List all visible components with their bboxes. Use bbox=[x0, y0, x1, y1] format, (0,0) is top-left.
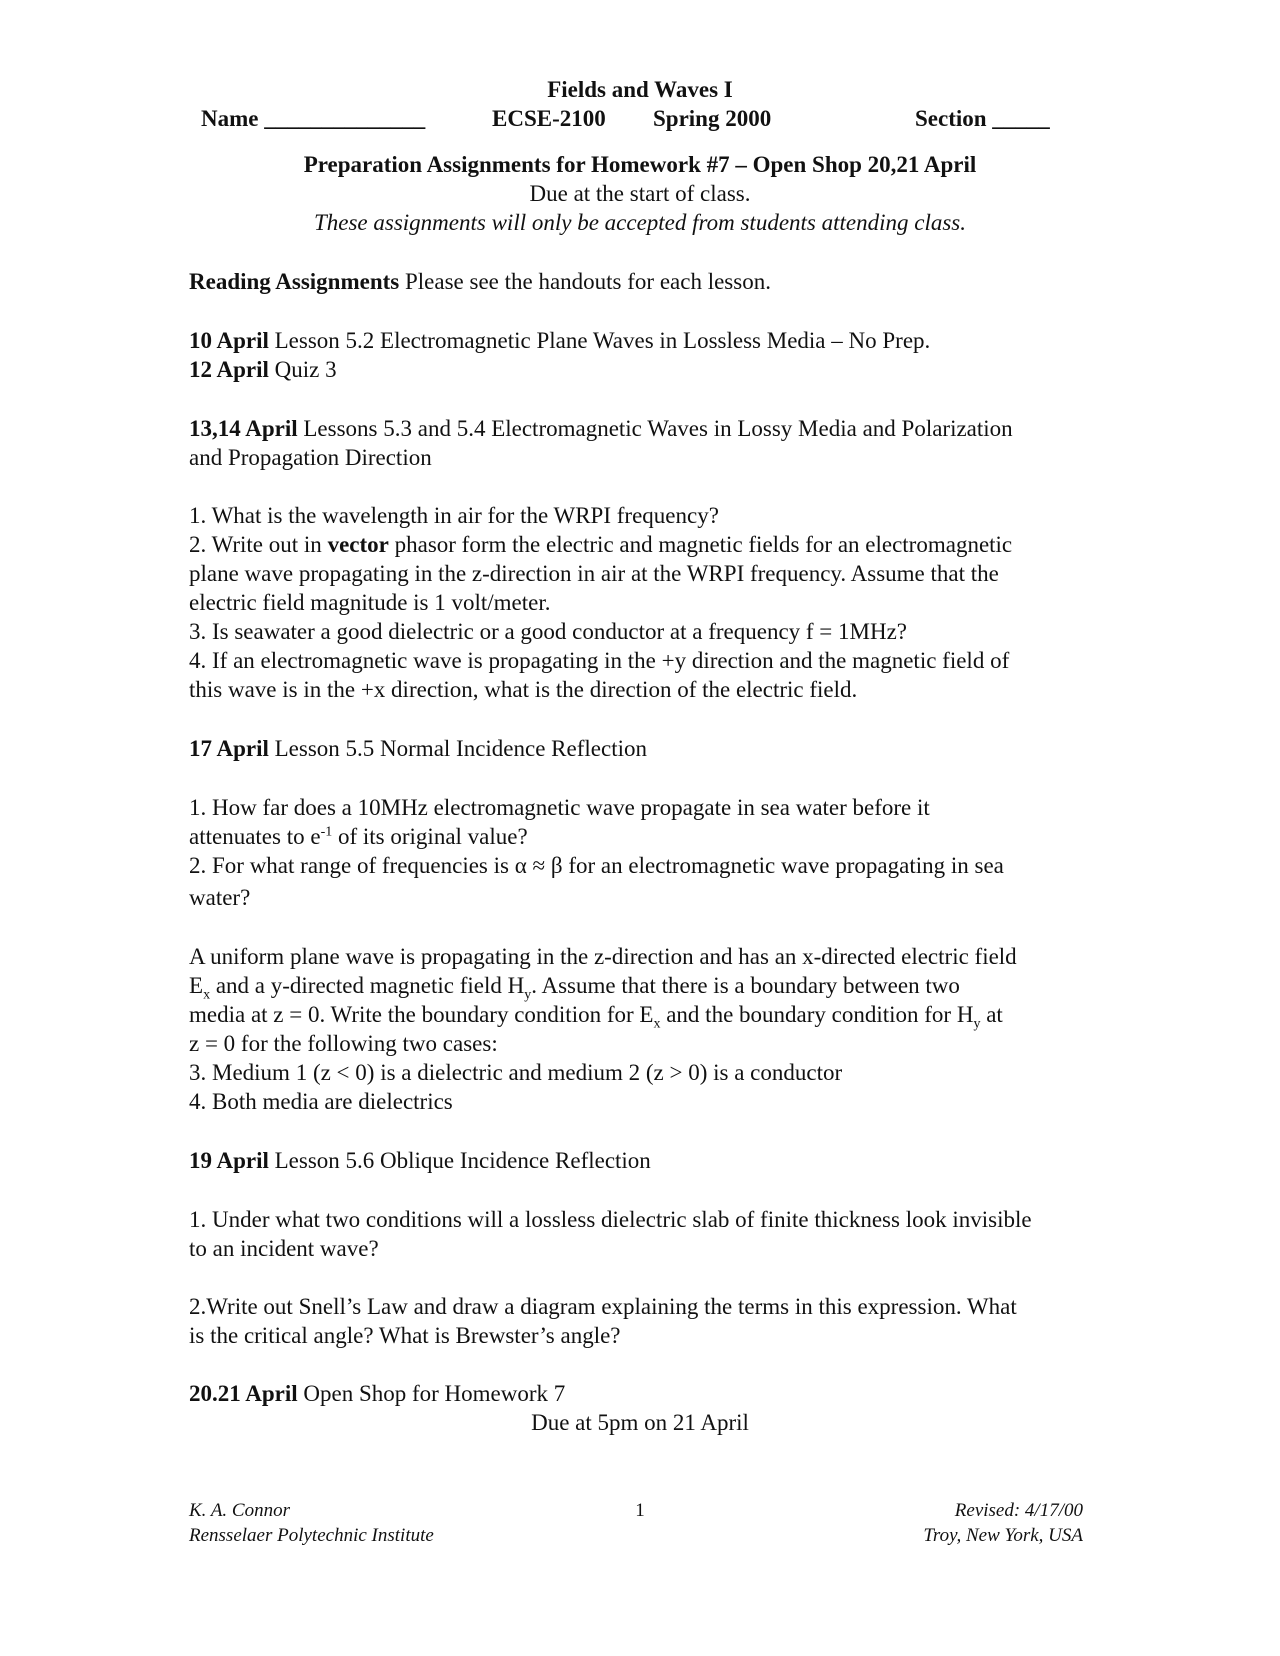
question-13-2 bbox=[189, 530, 1012, 559]
entry-13-14-april-cont: and Propagation Direction bbox=[189, 445, 432, 470]
entry-text: Lesson 5.5 Normal Incidence Reflection bbox=[268, 736, 647, 761]
subscript: x bbox=[203, 987, 211, 1003]
p3-b: and the boundary condition for H bbox=[660, 1002, 974, 1027]
entry-date: 20.21 April bbox=[189, 1381, 298, 1406]
entry-date: 12 April bbox=[189, 357, 269, 382]
question-19-1-cont: to an incident wave? bbox=[189, 1236, 379, 1261]
paragraph-line-4: z = 0 for the following two cases: bbox=[189, 1031, 498, 1056]
question-13-2-cont2: electric field magnitude is 1 volt/meter. bbox=[189, 590, 551, 615]
p2-b: and a y-directed magnetic field H bbox=[210, 973, 525, 998]
q2-post: phasor form the electric and magnetic fields for an electromagnetic bbox=[388, 532, 1013, 557]
question-13-4-cont: this wave is in the +x direction, what is the direction of the electric field. bbox=[189, 677, 858, 702]
entry-date: 10 April bbox=[189, 328, 269, 353]
question-13-1: 1. What is the wavelength in air for the WRPI frequency? bbox=[189, 503, 719, 528]
question-17-4: 4. Both media are dielectrics bbox=[189, 1089, 453, 1114]
name-field-label: Name ______________ bbox=[201, 106, 426, 131]
p2-c: . Assume that there is a boundary between two bbox=[531, 973, 960, 998]
entry-10-april bbox=[189, 326, 930, 355]
paragraph-line-2 bbox=[189, 971, 960, 1003]
q2-bold: vector bbox=[327, 532, 389, 557]
attendance-note: These assignments will only be accepted from students attending class. bbox=[313, 210, 967, 235]
subscript: y bbox=[973, 1016, 981, 1032]
footer-location: Troy, New York, USA bbox=[923, 1525, 1083, 1546]
q1b-pre: attenuates to e bbox=[189, 824, 321, 849]
paragraph-line-1: A uniform plane wave is propagating in the z-direction and has an x-directed electric field bbox=[189, 944, 1017, 969]
p2-a: E bbox=[189, 973, 204, 998]
entry-17-april bbox=[189, 734, 647, 763]
footer-author: K. A. Connor bbox=[189, 1500, 291, 1521]
reading-label: Reading Assignments bbox=[189, 269, 400, 294]
reading-text: Please see the handouts for each lesson. bbox=[399, 269, 771, 294]
question-17-1-cont bbox=[189, 822, 528, 851]
entry-19-april bbox=[189, 1146, 651, 1175]
entry-text: Lessons 5.3 and 5.4 Electromagnetic Waves in Lossy Media and Polarization bbox=[297, 416, 1013, 441]
semester: Spring 2000 bbox=[653, 106, 772, 131]
assignment-title: Preparation Assignments for Homework #7 – Open Shop 20,21 April bbox=[303, 152, 977, 177]
question-19-2: 2.Write out Snell’s Law and draw a diagram explaining the terms in this expression. What bbox=[189, 1294, 1017, 1319]
course-code: ECSE-2100 bbox=[492, 106, 606, 131]
page-number: 1 bbox=[635, 1500, 645, 1521]
entry-date: 17 April bbox=[189, 736, 269, 761]
entry-13-14-april bbox=[189, 414, 1013, 443]
entry-date: 13,14 April bbox=[189, 416, 298, 441]
exponent: -1 bbox=[320, 824, 333, 840]
p3-c: at bbox=[980, 1002, 1003, 1027]
entry-date: 19 April bbox=[189, 1148, 269, 1173]
subscript: y bbox=[524, 987, 532, 1003]
subscript: x bbox=[653, 1016, 661, 1032]
entry-text: Lesson 5.6 Oblique Incidence Reflection bbox=[268, 1148, 651, 1173]
homework-due: Due at 5pm on 21 April bbox=[531, 1410, 749, 1435]
question-17-2: 2. For what range of frequencies is α ≈ β for an electromagnetic wave propagating in sea bbox=[189, 853, 1004, 878]
q2-pre: 2. Write out in bbox=[189, 532, 328, 557]
reading-assignments bbox=[189, 267, 771, 296]
section-field-label: Section _____ bbox=[915, 106, 1050, 131]
question-17-2-cont: water? bbox=[189, 885, 251, 910]
entry-text: Lesson 5.2 Electromagnetic Plane Waves in Lossless Media – No Prep. bbox=[268, 328, 931, 353]
question-19-1: 1. Under what two conditions will a lossless dielectric slab of finite thickness look invisible bbox=[189, 1207, 1032, 1232]
footer-revised: Revised: 4/17/00 bbox=[954, 1500, 1083, 1521]
question-17-3: 3. Medium 1 (z < 0) is a dielectric and medium 2 (z > 0) is a conductor bbox=[189, 1060, 843, 1085]
question-13-2-cont: plane wave propagating in the z-direction in air at the WRPI frequency. Assume that the bbox=[189, 561, 999, 586]
question-13-3: 3. Is seawater a good dielectric or a good conductor at a frequency f = 1MHz? bbox=[189, 619, 908, 644]
course-title: Fields and Waves I bbox=[547, 77, 733, 102]
entry-text: Open Shop for Homework 7 bbox=[297, 1381, 566, 1406]
entry-12-april bbox=[189, 355, 337, 384]
question-19-2-cont: is the critical angle? What is Brewster’s angle? bbox=[189, 1323, 621, 1348]
entry-text: Quiz 3 bbox=[268, 357, 337, 382]
paragraph-line-3 bbox=[189, 1000, 1003, 1032]
entry-20-21-april bbox=[189, 1379, 565, 1408]
question-17-1: 1. How far does a 10MHz electromagnetic wave propagate in sea water before it bbox=[189, 795, 930, 820]
question-13-4: 4. If an electromagnetic wave is propagating in the +y direction and the magnetic field of bbox=[189, 648, 1010, 673]
q1b-post: of its original value? bbox=[332, 824, 528, 849]
p3-a: media at z = 0. Write the boundary condition for E bbox=[189, 1002, 654, 1027]
footer-institution: Rensselaer Polytechnic Institute bbox=[189, 1525, 434, 1546]
due-note: Due at the start of class. bbox=[529, 181, 751, 206]
